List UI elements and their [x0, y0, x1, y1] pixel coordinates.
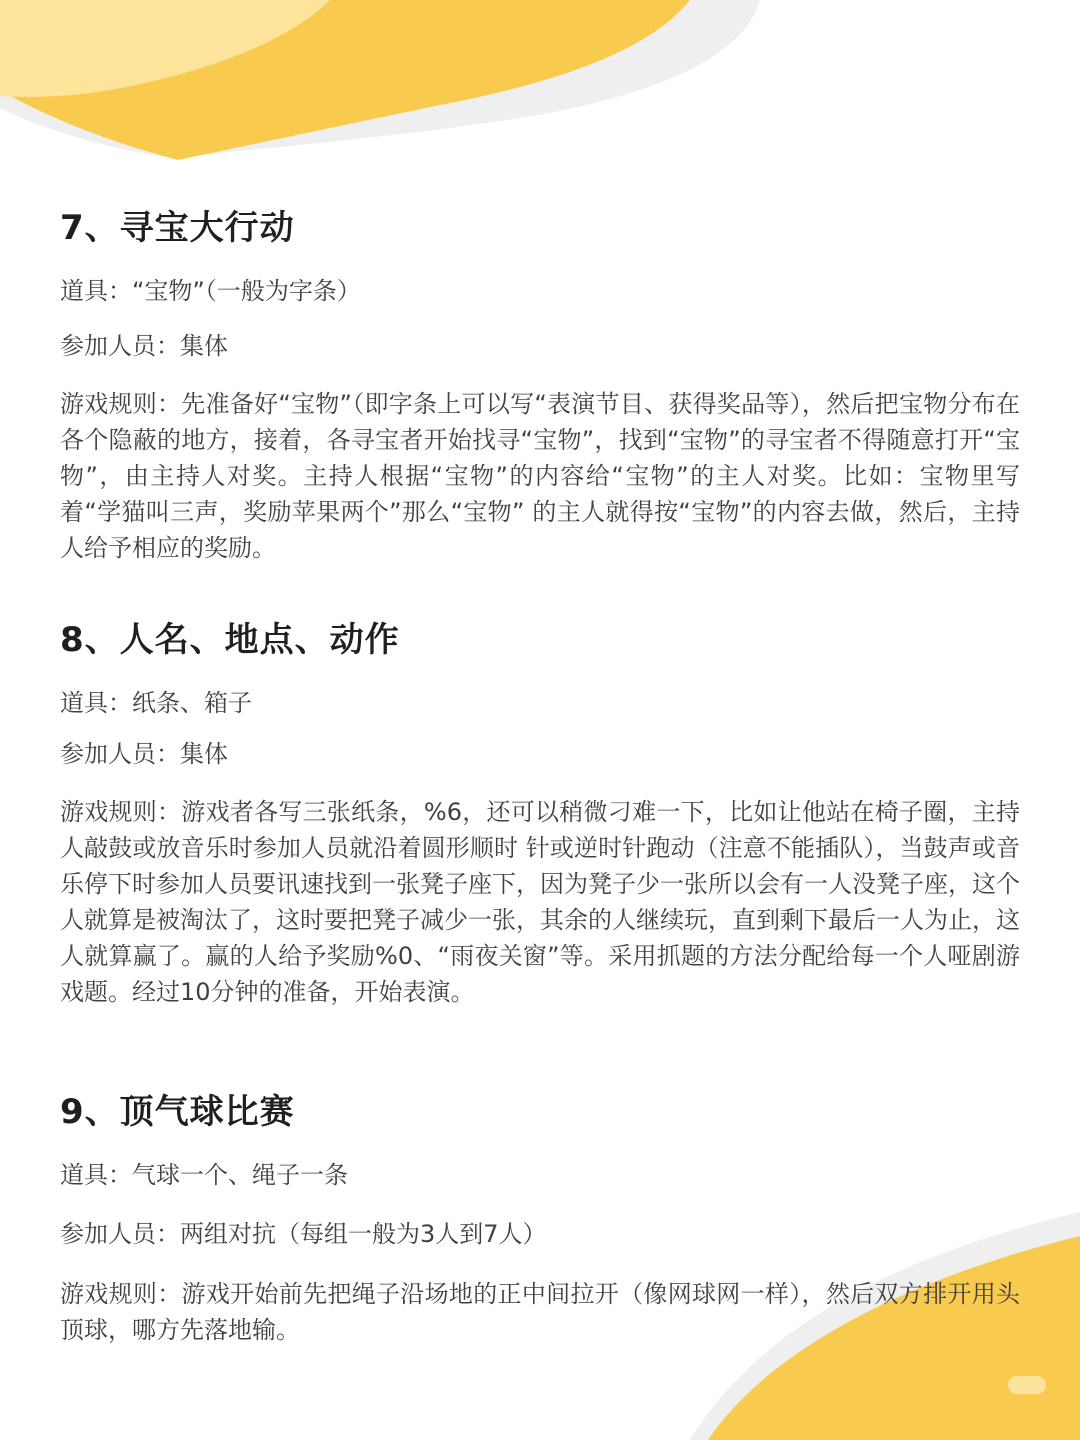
- participants-line: 参加人员：两组对抗（每组一般为3人到7人）: [60, 1220, 547, 1248]
- props-line: 道具：气球一个、绳子一条: [60, 1161, 348, 1189]
- section-title: 9、顶气球比赛: [60, 1092, 295, 1132]
- props-line: 道具：“宝物”（一般为字条）: [60, 277, 361, 305]
- section-title: 8、人名、地点、动作: [60, 620, 400, 660]
- rules-paragraph: 游戏规则：先准备好“宝物”（即字条上可以写“表演节目、获得奖品等），然后把宝物分布在各个隐蔽的地方，接着，各寻宝者开始找寻“宝物”，找到“宝物”的寻宝者不得随意打开“宝物”，由主持人对奖。主持人根据“宝物”的内容给“宝物”的主人对奖。比如：宝物里写着“学猫叫三声，奖励苹果两个”那么“宝物” 的主人就得按“宝物”的内容去做，然后，主持人给予相应的奖励。: [60, 390, 1020, 562]
- section-title: 7、寻宝大行动: [60, 208, 295, 248]
- participants-line: 参加人员：集体: [60, 332, 228, 360]
- rules-paragraph: 游戏规则：游戏者各写三张纸条，%6，还可以稍微刁难一下，比如让他站在椅子圈，主持人敲鼓或放音乐时参加人员就沿着圆形顺时 针或逆时针跑动（注意不能插队），当鼓声或音乐停下时参加人员要讯速找到一张凳子座下，因为凳子少一张所以会有一人没凳子座，这个人就算是被淘汰了，这时要把凳子减少一张，其余的人继续玩，直到剩下最后一人为止，这人就算赢了。赢的人给予奖励%0、“雨夜关窗”等。采用抓题的方法分配给每一个人哑剧游戏题。经过10分钟的准备，开始表演。: [60, 798, 1020, 1006]
- watermark-badge: [1008, 1376, 1046, 1394]
- participants-line: 参加人员：集体: [60, 740, 228, 768]
- props-line: 道具：纸条、箱子: [60, 689, 252, 717]
- rules-paragraph: 游戏规则：游戏开始前先把绳子沿场地的正中间拉开（像网球网一样），然后双方排开用头顶球，哪方先落地输。: [60, 1280, 1020, 1344]
